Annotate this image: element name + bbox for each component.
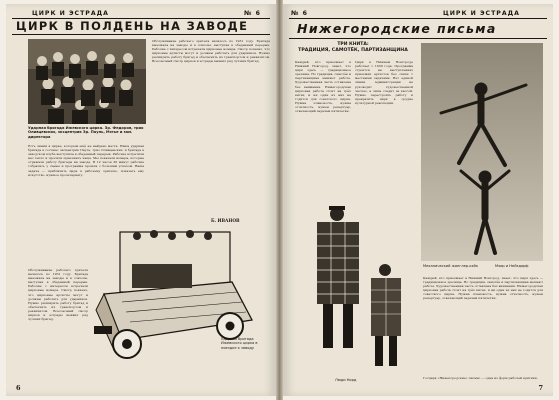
photo-caption-left: Механический жонглер-кэйк (423, 264, 479, 268)
page-number: 6 (16, 384, 21, 392)
text-column-3: Обслуживание рабочего зрителя началось по 1931 году. Бригада выезжала на заводы и в совхозы, выступая в обеденный перерыв. Рабочие с интересом встречали цирковые номера. Смотр показал, что цирковые артисты могут и должны работать для ударников. Нужно расширить работу бригад и обеспечить их транспортом и реквизитом. Всесоюзный смотр цирков и эстрады выявил ряд лучших бригад. (28, 268, 88, 322)
text-column-2: Цирк в Нижнем Новгороде работает с 1930 года. Программа строится на выступлениях приезжих артистов без связи с местными задачами. Нет единой линии. Администрация не руководит художественной частью, а лишь следит за кассой. Нужно перестроить работу и превратить цирк в орудие культурной революции. (355, 60, 413, 105)
footer-text: Госцирк «Нижегородские» письмо — одна из форм рабочей критики. (423, 376, 538, 380)
right-page (283, 4, 553, 396)
group-photo-caption: Ударная бригада Ижевского цирка. Зр. Федоров, трио Оливцевских, эксцентрик Зр. Пауль, Мэтье и зам. директора (28, 126, 144, 139)
header-rule (289, 18, 547, 19)
text-column-3: Каждый, кто приезжает в Нижний Новгород, знает, что цирк здесь — традиционное зрелище. Но традиция, самотёк и партизанщина мешают работе. Художественная часть оставлена без внимания. Нижегородская цирковая работа стоит на трёх китах, и ни один из них не годится для советского цирка. Нужна плановость, нужна отчетность, нужен репертуар, отвечающий задачам пятилетки. (423, 276, 543, 301)
page-headline: ЦИРК В ПОЛДЕНЬ НА ЗАВОДЕ (16, 19, 249, 33)
article-signature: Б. ИВАНОВ (211, 218, 240, 223)
text-column-1: Каждый, кто приезжает в Нижний Новгород, знает, что цирк здесь — традиционное зрелище. Но традиция, самотёк и партизанщина мешают работе. Художественная часть оставлена без внимания. Нижегородская цирковая работа стоит на трёх китах, и ни один из них не годится для советского цирка. Нужна плановость, нужна отчетность, нужен репертуар, отвечающий задачам пятилетки. (295, 60, 351, 114)
issue-number: № 6 (291, 10, 308, 17)
left-page (6, 4, 276, 396)
headline-rule (12, 34, 270, 35)
spine-gutter (276, 0, 283, 400)
page-number: 7 (538, 384, 543, 392)
acrobat-photo (421, 43, 543, 261)
subhead-1: ТРИ КНИТА: (337, 42, 369, 47)
group-photo (28, 39, 146, 124)
section-header: ЦИРК И ЭСТРАДА (443, 10, 520, 17)
illustration-caption: Люди Норд (335, 378, 357, 382)
subhead-2: ТРАДИЦИЯ, САМОТЁК, ПАРТИЗАНЩИНА (298, 48, 408, 53)
headline-rule (289, 38, 547, 39)
issue-number: № 6 (244, 10, 261, 17)
photo-caption-right: Мэир и Нейздорф (495, 264, 529, 268)
workmen-illustration (293, 200, 417, 386)
text-column-1: Есть линии в цирке, которым ещё не найдено места. Наша ударная бригада в составе: эксцентрик Пауль, трио Оливцевских, и бригада в заводском клубе выступила в обеденный перерыв. Рабочие встретили нас тепло и просили приезжать чаще. Мы показали номера, которые отражали работу бригады на заводе. В 12 часов 30 минут рабочие собрались у сцены и программа прошла с большим успехом. Наша задача — приблизить цирк к рабочему зрителю, показать ему искусство, нужное пролетариату. (28, 144, 144, 177)
text-column-2: Обслуживание рабочего зрителя началось по 1931 году. Бригада выезжала на заводы и в совхозы, выступая в обеденный перерыв. Рабочие с интересом встречали цирковые номера. Смотр показал, что цирковые артисты могут и должны работать для ударников. Нужно расширить работу бригад и обеспечить их транспортом и реквизитом. Всесоюзный смотр цирков и эстрады выявил ряд лучших бригад. (152, 39, 270, 64)
section-header: ЦИРК И ЭСТРАДА (32, 10, 109, 17)
truck-caption: Ударная бригада Ижевского цирка в поездке к заводу (221, 337, 258, 350)
page-headline: Нижегородские письма (297, 21, 497, 36)
